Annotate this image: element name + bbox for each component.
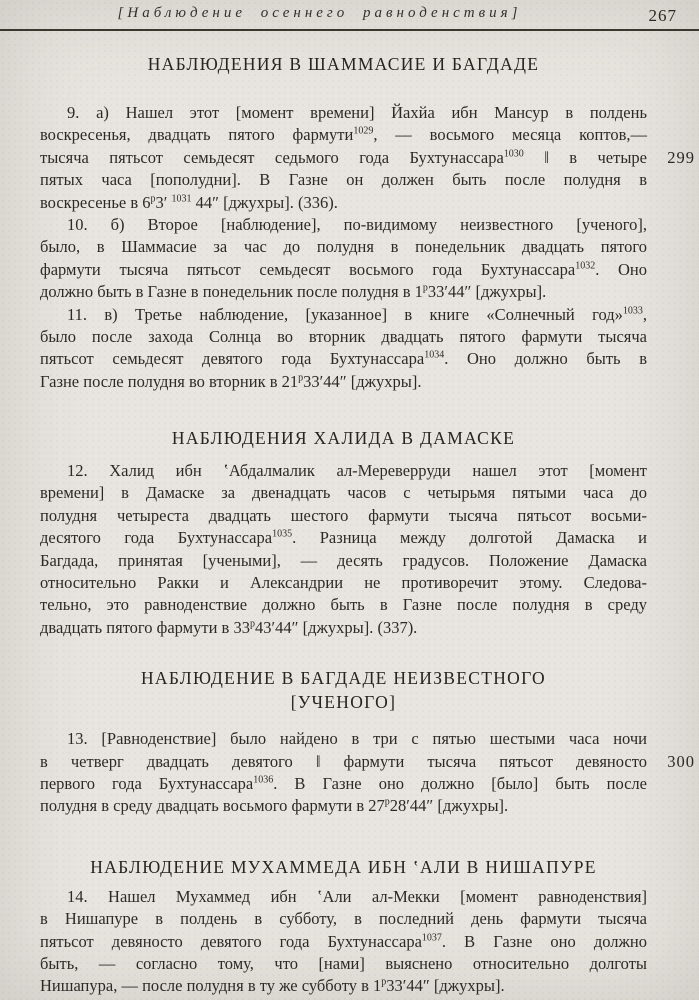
text-line: должно быть в Газне в понедельник после полудня в $1^р33'44''$ [джухры]. (40, 282, 547, 302)
footnote-marker: 1030 (503, 148, 524, 160)
paragraph (40, 214, 647, 304)
text-line: пятых часа [пополудни]. В Газне он должен быть после полудня в (40, 170, 647, 190)
paragraph (40, 102, 695, 214)
text-line: Газне после полудня во вторник в $21^р33'44''$ [джухры]. (40, 371, 422, 391)
section-heading (40, 666, 647, 714)
footnote-marker: 1032 (575, 260, 596, 272)
paragraph (40, 728, 695, 818)
text-line: полудня в среду двадцать восьмого фармути в $27^р28'44''$ [джухры]. (40, 796, 509, 816)
heading-line: НАБЛЮДЕНИЯ ХАЛИДА В ДАМАСКЕ (171, 428, 516, 449)
text-line: быть, — согласно тому, что [нами] выяснено относительно долготы (40, 953, 647, 973)
footnote-marker: р (249, 618, 255, 630)
paragraph (40, 304, 647, 394)
text-line: 11. в) Третье наблюдение, [указанное] в книге «Солнечный год»$^{1033}$, (67, 304, 647, 324)
page-number: 267 (648, 6, 677, 25)
text-line: десятого года Бухтунассара$^{1035}$. Разница между долготой Дамаска и (40, 528, 647, 548)
text-line: в четверг двадцать девятого ‖ фармути тысяча пятьсот девяносто 300 (40, 751, 647, 773)
header-rule (0, 29, 699, 31)
text-line: пятьсот семьдесят девятого года Бухтунассара$^{1034}$. Оно должно быть в (40, 349, 647, 369)
text-line: тельно, это равноденствие должно быть в Газне после полудня в среду (40, 595, 647, 615)
footnote-marker: р (298, 372, 304, 384)
footnote-marker: 1037 (421, 932, 442, 944)
text-line: воскресенье в $6^р3'$ $^{1031}$ 44″ [джухры]. (336). (40, 192, 338, 212)
text-line: было, в Шаммасие за час до полудня в понедельник двадцать пятого (40, 237, 647, 257)
text-line: двадцать пятого фармути в $33^р43'44''$ [джухры]. (337). (40, 617, 418, 637)
running-head: [Наблюдение осеннего равноденствия] (117, 5, 522, 21)
text-line: Багдада, принятая [учеными], — десять градусов. Положение Дамаска (40, 550, 647, 570)
text-line: 10. б) Второе [наблюдение], по-видимому неизвестного [ученого], (67, 214, 647, 234)
text-line: относительно Ракки и Александрии не противоречит этому. Следова- (40, 573, 647, 593)
footnote-marker: р (150, 193, 156, 205)
text-line: фармути тысяча пятьсот семьдесят восьмого года Бухтунассара$^{1032}$. Оно (40, 259, 648, 279)
text-blocks (0, 32, 699, 998)
heading-line: НАБЛЮДЕНИЯ В ШАММАСИЕ И БАГДАДЕ (147, 54, 540, 74)
footnote-marker: р (384, 796, 390, 808)
text-line: полудня четыреста двадцать шестого фармути тысяча пятьсот восьми- (40, 505, 647, 525)
text-line: воскресенья, двадцать пятого фармути$^{1029}$, — восьмого месяца коптов,— (40, 125, 647, 145)
heading-line: НАБЛЮДЕНИЕ МУХАММЕДА ИБН ʽАЛИ В НИШАПУРЕ (90, 856, 597, 877)
footnote-marker: 1035 (272, 528, 293, 540)
text-line: первого года Бухтунассара$^{1036}$. В Газне оно должно [было] быть после (40, 773, 647, 793)
footnote-marker: р (422, 282, 428, 294)
text-line: времени] в Дамаске за двенадцать часов с четырьмя пятыми часа до (40, 483, 647, 503)
text-line: Нишапура, — после полудня в ту же субботу в $1^р33'44''$ [джухры]. (40, 976, 505, 996)
text-line: было после захода Солнца во вторник двадцать пятого фармути тысяча (40, 326, 647, 346)
text-line: 12. Халид ибн ʽАбдалмалик ал-Мереверруди нашел этот [момент (67, 461, 647, 481)
margin-page-number: 300 (667, 751, 695, 771)
section-heading (40, 427, 647, 449)
text-line: 13. [Равноденствие] было найдено в три с пятью шестыми часа ночи (67, 729, 647, 749)
text-line: в Нишапуре в полдень в субботу, в последний день фармути тысяча (40, 909, 647, 929)
footnote-marker: 1036 (253, 774, 274, 786)
footnote-marker: 1031 (171, 193, 192, 205)
heading-line: НАБЛЮДЕНИЕ В БАГДАДЕ НЕИЗВЕСТНОГО (140, 668, 546, 689)
section-heading (40, 53, 647, 75)
text-line: тысяча пятьсот семьдесят седьмого года Бухтунассара$^{1030}$ ‖ в четыре 299 (40, 147, 647, 169)
footnote-marker: 1034 (424, 349, 445, 361)
text-line: 9. а) Нашел этот [момент времени] Йахйа ибн Мансур в полдень (67, 103, 647, 122)
margin-page-number: 299 (667, 147, 695, 167)
text-line: 14. Нашел Мухаммед ибн ʽАли ал-Мекки [момент равноденствия] (67, 886, 647, 906)
section-heading (40, 856, 647, 878)
footnote-marker: 1033 (622, 305, 643, 317)
paragraph (40, 886, 647, 998)
footnote-marker: р (381, 976, 387, 988)
paragraph (40, 460, 647, 639)
footnote-marker: 1029 (353, 125, 374, 137)
text-line: пятьсот девяносто девятого года Бухтунассара$^{1037}$. В Газне оно должно (40, 931, 647, 951)
heading-line: [УЧЕНОГО] (290, 692, 397, 713)
